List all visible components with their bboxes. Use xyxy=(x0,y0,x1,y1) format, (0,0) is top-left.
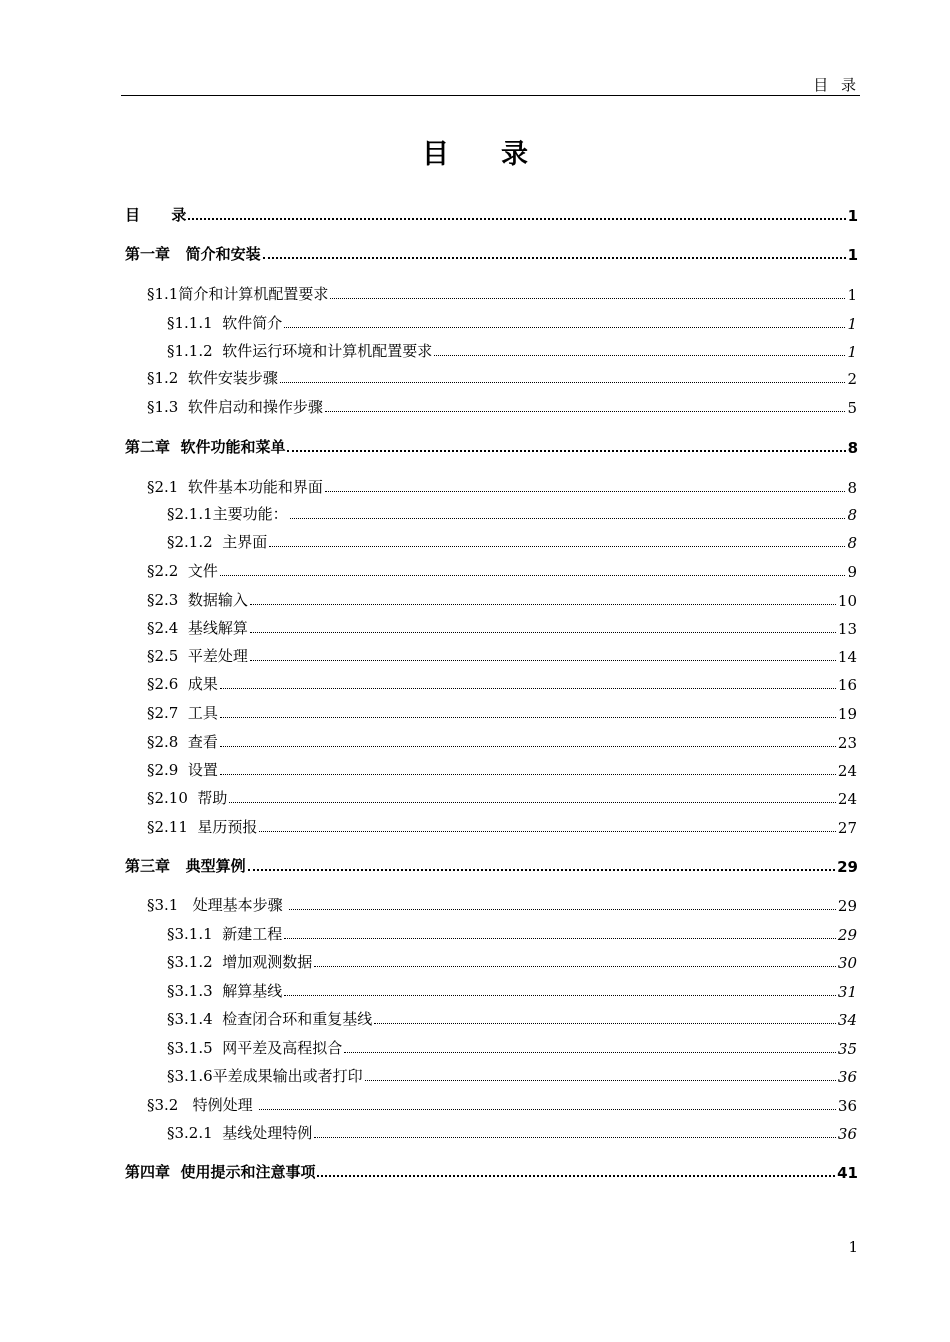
toc-entry-label: §3.1.2 增加观测数据 xyxy=(167,953,313,971)
toc-entry[interactable] xyxy=(147,1093,857,1115)
toc-entry[interactable] xyxy=(167,979,857,1001)
toc-entry[interactable] xyxy=(147,786,857,808)
toc-leader-dots xyxy=(314,1137,836,1138)
toc-leader-dots xyxy=(248,869,835,871)
toc-leader-dots xyxy=(259,831,835,832)
toc-leader-dots xyxy=(325,411,846,412)
page-number: 1 xyxy=(848,1238,858,1256)
toc-leader-dots xyxy=(220,688,836,689)
toc-leader-dots xyxy=(374,1023,836,1024)
toc-entry-label: §3.2 特例处理 xyxy=(147,1096,258,1114)
toc-entry-page: 8 xyxy=(847,479,857,497)
toc-entry-label: §3.1.1 新建工程 xyxy=(167,925,283,943)
toc-entry-page: 13 xyxy=(837,620,857,638)
toc-entry[interactable] xyxy=(167,311,857,333)
toc-entry-label: §1.1.1 软件简介 xyxy=(167,314,283,332)
toc-leader-dots xyxy=(284,938,836,939)
toc-leader-dots xyxy=(330,298,845,299)
toc-entry[interactable] xyxy=(147,644,857,666)
toc-entry-page: 2 xyxy=(847,370,857,388)
toc-entry[interactable] xyxy=(125,435,858,457)
toc-entry-page: 1 xyxy=(847,286,857,304)
toc-entry-page: 9 xyxy=(847,563,857,581)
toc-leader-dots xyxy=(220,575,846,576)
toc-entry[interactable] xyxy=(147,588,857,610)
toc-entry-label: 目 录 xyxy=(125,206,187,224)
toc-entry-label: §1.3 软件启动和操作步骤 xyxy=(147,398,323,416)
toc-leader-dots xyxy=(280,382,846,383)
toc-entry-page: 1 xyxy=(847,246,858,264)
toc-entry-label: 第二章 软件功能和菜单 xyxy=(125,438,286,456)
toc-entry-label: §2.5 平差处理 xyxy=(147,647,248,665)
toc-leader-dots xyxy=(220,774,836,775)
toc-entry-page: 36 xyxy=(837,1097,857,1115)
toc-entry-label: §2.10 帮助 xyxy=(147,789,228,807)
toc-entry[interactable] xyxy=(147,701,857,723)
toc-entry[interactable] xyxy=(125,854,858,876)
toc-leader-dots xyxy=(365,1080,836,1081)
toc-entry-label: §3.1.4 检查闭合环和重复基线 xyxy=(167,1010,373,1028)
toc-entry-page: 23 xyxy=(837,734,857,752)
toc-leader-dots xyxy=(250,660,836,661)
toc-entry-page: 24 xyxy=(837,790,857,808)
toc-entry-label: §2.8 查看 xyxy=(147,733,218,751)
toc-leader-dots xyxy=(314,966,836,967)
toc-leader-dots xyxy=(269,546,845,547)
toc-entry-page: 41 xyxy=(837,1164,858,1182)
toc-entry-label: §2.1 软件基本功能和界面 xyxy=(147,478,323,496)
toc-leader-dots xyxy=(229,802,835,803)
toc-entry-label: §2.3 数据输入 xyxy=(147,591,248,609)
toc-entry-label: §1.1.2 软件运行环境和计算机配置要求 xyxy=(167,342,433,360)
toc-entry-page: 1 xyxy=(847,315,857,333)
toc-entry-page: 14 xyxy=(837,648,857,666)
toc-leader-dots xyxy=(290,518,846,519)
toc-leader-dots xyxy=(325,491,846,492)
toc-leader-dots xyxy=(259,1109,835,1110)
toc-entry[interactable] xyxy=(147,395,857,417)
toc-entry-label: §1.1简介和计算机配置要求 xyxy=(147,285,329,303)
toc-entry-page: 5 xyxy=(847,399,857,417)
toc-entry[interactable] xyxy=(167,1007,857,1029)
page-title-right: 录 xyxy=(501,139,528,170)
toc-entry-label: §2.7 工具 xyxy=(147,704,218,722)
toc-leader-dots xyxy=(250,632,836,633)
toc-entry-page: 29 xyxy=(837,926,857,944)
toc-entry-label: §3.1 处理基本步骤 xyxy=(147,896,288,914)
toc-entry-label: §1.2 软件安装步骤 xyxy=(147,369,278,387)
toc-entry[interactable] xyxy=(167,339,857,361)
toc-entry-page: 19 xyxy=(837,705,857,723)
toc-entry[interactable] xyxy=(147,730,857,752)
toc-entry[interactable] xyxy=(167,1121,857,1143)
toc-entry-page: 16 xyxy=(837,676,857,694)
toc-entry-label: 第三章 典型算例 xyxy=(125,857,246,875)
toc-entry[interactable] xyxy=(147,758,857,780)
toc-entry-label: §3.1.5 网平差及高程拟合 xyxy=(167,1039,343,1057)
toc-entry[interactable] xyxy=(147,559,857,581)
toc-entry-page: 35 xyxy=(837,1040,857,1058)
toc-entry[interactable] xyxy=(147,475,857,497)
toc-leader-dots xyxy=(188,218,845,220)
toc-entry[interactable] xyxy=(167,1064,857,1086)
toc-entry-label: §2.6 成果 xyxy=(147,675,218,693)
toc-entry[interactable] xyxy=(147,282,857,304)
toc-entry[interactable] xyxy=(167,950,857,972)
toc-leader-dots xyxy=(220,746,836,747)
toc-entry-label: §2.4 基线解算 xyxy=(147,619,248,637)
running-header: 目 录 xyxy=(813,76,860,94)
toc-entry[interactable] xyxy=(167,922,857,944)
toc-entry[interactable] xyxy=(147,616,857,638)
toc-entry-page: 31 xyxy=(837,983,857,1001)
toc-entry[interactable] xyxy=(147,815,857,837)
toc-entry[interactable] xyxy=(125,1160,858,1182)
toc-entry-label: §2.1.2 主界面 xyxy=(167,533,268,551)
toc-entry-page: 1 xyxy=(847,343,857,361)
toc-entry-page: 34 xyxy=(837,1011,857,1029)
toc-leader-dots xyxy=(434,355,845,356)
toc-entry-label: 第一章 简介和安装 xyxy=(125,245,261,263)
toc-entry-page: 36 xyxy=(837,1068,857,1086)
toc-entry[interactable] xyxy=(125,242,858,264)
toc-leader-dots xyxy=(289,909,835,910)
toc-entry[interactable] xyxy=(147,893,857,915)
toc-entry[interactable] xyxy=(125,203,858,225)
toc-entry-page: 24 xyxy=(837,762,857,780)
toc-leader-dots xyxy=(284,995,836,996)
toc-entry-page: 8 xyxy=(847,506,857,524)
toc-entry-page: 1 xyxy=(847,207,858,225)
toc-leader-dots xyxy=(220,717,836,718)
page-title-left: 目 xyxy=(422,139,449,170)
toc-leader-dots xyxy=(263,257,846,259)
toc-leader-dots xyxy=(317,1175,835,1177)
toc-entry-label: §2.11 星历预报 xyxy=(147,818,258,836)
toc-entry-label: §2.9 设置 xyxy=(147,761,218,779)
toc-entry[interactable] xyxy=(167,530,857,552)
toc-entry-page: 30 xyxy=(837,954,857,972)
toc-entry-label: §3.1.3 解算基线 xyxy=(167,982,283,1000)
toc-entry-label: 第四章 使用提示和注意事项 xyxy=(125,1163,316,1181)
toc-leader-dots xyxy=(250,604,836,605)
toc-entry-page: 8 xyxy=(847,534,857,552)
toc-entry[interactable] xyxy=(167,502,857,524)
toc-entry-page: 29 xyxy=(837,858,858,876)
toc-entry-page: 27 xyxy=(837,819,857,837)
toc-entry-label: §2.2 文件 xyxy=(147,562,218,580)
toc-entry[interactable] xyxy=(147,672,857,694)
toc-entry[interactable] xyxy=(147,366,857,388)
toc-entry-page: 36 xyxy=(837,1125,857,1143)
toc-entry-page: 29 xyxy=(837,897,857,915)
toc-entry-label: §2.1.1主要功能： xyxy=(167,505,288,523)
toc-leader-dots xyxy=(284,327,845,328)
toc-entry-label: §3.1.6平差成果输出或者打印 xyxy=(167,1067,363,1085)
toc-entry[interactable] xyxy=(167,1036,857,1058)
toc-entry-page: 8 xyxy=(847,439,858,457)
toc-entry-page: 10 xyxy=(837,592,857,610)
toc-leader-dots xyxy=(287,450,845,452)
toc-entry-label: §3.2.1 基线处理特例 xyxy=(167,1124,313,1142)
toc-leader-dots xyxy=(344,1052,836,1053)
